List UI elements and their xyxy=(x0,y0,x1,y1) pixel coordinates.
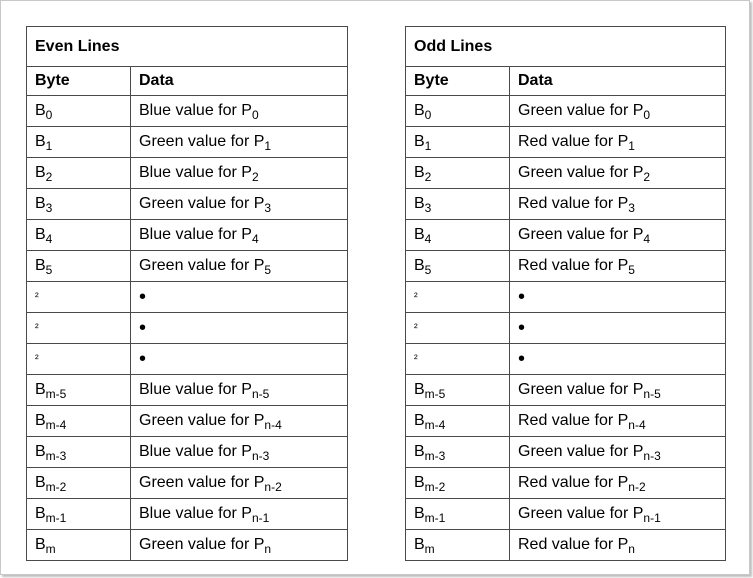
pixel-index: 5 xyxy=(264,263,272,277)
byte-symbol: B xyxy=(35,195,46,212)
table-row xyxy=(27,96,348,127)
data-cell xyxy=(510,189,726,220)
data-text: Red value for P xyxy=(518,195,629,212)
byte-cell xyxy=(406,437,510,468)
pixel-index: 0 xyxy=(251,108,259,122)
pixel-index: 0 xyxy=(643,108,651,122)
table-row xyxy=(406,468,726,499)
byte-cell xyxy=(27,251,131,282)
byte-index: m xyxy=(424,542,435,556)
byte-cell xyxy=(27,530,131,561)
data-ellipsis: • xyxy=(510,282,726,313)
table-row xyxy=(27,406,348,437)
byte-symbol: B xyxy=(35,474,46,491)
data-cell xyxy=(131,251,348,282)
byte-index: m-5 xyxy=(424,387,446,401)
byte-cell xyxy=(27,406,131,437)
byte-symbol: B xyxy=(35,381,46,398)
byte-symbol: B xyxy=(35,257,46,274)
data-cell xyxy=(131,406,348,437)
data-column-header: Data xyxy=(131,67,348,96)
byte-ellipsis: ² xyxy=(406,282,510,313)
table-row xyxy=(27,251,348,282)
table-row xyxy=(27,499,348,530)
table-row xyxy=(406,189,726,220)
data-text: Green value for P xyxy=(139,474,265,491)
data-cell xyxy=(131,468,348,499)
data-text: Green value for P xyxy=(518,226,644,243)
pixel-index: 1 xyxy=(628,139,635,153)
table-row xyxy=(406,282,726,313)
data-cell xyxy=(131,499,348,530)
odd-lines-table xyxy=(405,26,726,561)
pixel-index: 1 xyxy=(264,139,272,153)
byte-index: 0 xyxy=(45,108,53,122)
table-row xyxy=(27,344,348,375)
data-cell xyxy=(131,158,348,189)
byte-index: m-2 xyxy=(424,480,446,494)
byte-symbol: B xyxy=(414,443,425,460)
data-cell xyxy=(510,530,726,561)
data-text: Blue value for P xyxy=(139,443,252,460)
data-cell xyxy=(131,96,348,127)
data-text: Green value for P xyxy=(139,133,265,150)
pixel-index: 4 xyxy=(643,232,651,246)
table-row xyxy=(406,344,726,375)
table-row xyxy=(27,468,348,499)
data-ellipsis: • xyxy=(131,313,348,344)
byte-cell xyxy=(27,96,131,127)
data-text: Green value for P xyxy=(518,381,644,398)
byte-index: 2 xyxy=(424,170,432,184)
byte-column-header: Byte xyxy=(27,67,131,96)
byte-index: m-4 xyxy=(424,418,446,432)
data-ellipsis: • xyxy=(131,344,348,375)
pixel-index: 4 xyxy=(251,232,259,246)
byte-cell xyxy=(27,468,131,499)
byte-ellipsis: ² xyxy=(406,344,510,375)
data-text: Blue value for P xyxy=(139,102,252,119)
table-row xyxy=(27,313,348,344)
table-body xyxy=(27,96,348,561)
byte-cell xyxy=(406,96,510,127)
byte-index: 1 xyxy=(45,139,53,153)
byte-symbol: B xyxy=(35,133,46,150)
byte-symbol: B xyxy=(35,505,46,522)
data-cell xyxy=(510,437,726,468)
pixel-index: n xyxy=(628,542,635,556)
table-row xyxy=(27,437,348,468)
byte-index: 5 xyxy=(424,263,432,277)
table-row xyxy=(406,406,726,437)
byte-cell xyxy=(27,158,131,189)
table-row xyxy=(406,158,726,189)
byte-cell xyxy=(27,499,131,530)
byte-index: 5 xyxy=(45,263,53,277)
data-text: Red value for P xyxy=(518,536,629,553)
table-title: Odd Lines xyxy=(406,27,726,67)
pixel-index: n-2 xyxy=(628,480,646,494)
byte-symbol: B xyxy=(414,133,425,150)
byte-index: 3 xyxy=(424,201,432,215)
byte-symbol: B xyxy=(35,443,46,460)
byte-index: 1 xyxy=(424,139,432,153)
data-text: Green value for P xyxy=(139,536,265,553)
data-ellipsis: • xyxy=(510,313,726,344)
data-cell xyxy=(510,499,726,530)
data-cell xyxy=(131,189,348,220)
byte-cell xyxy=(406,530,510,561)
data-text: Green value for P xyxy=(518,164,644,181)
byte-cell xyxy=(27,220,131,251)
table-row xyxy=(27,375,348,406)
pixel-index: 3 xyxy=(264,201,272,215)
pixel-index: n-1 xyxy=(643,511,661,525)
pixel-index: n-2 xyxy=(264,480,282,494)
byte-index: m-4 xyxy=(45,418,67,432)
data-text: Red value for P xyxy=(518,133,629,150)
table-row xyxy=(27,158,348,189)
table-title: Even Lines xyxy=(27,27,348,67)
byte-index: m-1 xyxy=(424,511,446,525)
data-cell xyxy=(510,406,726,437)
byte-index: 2 xyxy=(45,170,53,184)
data-cell xyxy=(131,530,348,561)
table-row xyxy=(27,220,348,251)
byte-symbol: B xyxy=(35,412,46,429)
pixel-index: n xyxy=(264,542,272,556)
table-row xyxy=(406,437,726,468)
byte-symbol: B xyxy=(414,195,425,212)
data-cell xyxy=(510,468,726,499)
byte-symbol: B xyxy=(35,164,46,181)
byte-symbol: B xyxy=(414,412,425,429)
pixel-index: n-3 xyxy=(643,449,661,463)
data-cell xyxy=(510,251,726,282)
data-column-header: Data xyxy=(510,67,726,96)
pixel-index: n-5 xyxy=(251,387,270,401)
table-row xyxy=(406,375,726,406)
byte-index: m xyxy=(45,542,56,556)
byte-ellipsis: ² xyxy=(27,282,131,313)
byte-index: 4 xyxy=(424,232,432,246)
byte-ellipsis: ² xyxy=(27,344,131,375)
table-row xyxy=(406,127,726,158)
data-text: Blue value for P xyxy=(139,505,252,522)
table-row xyxy=(406,313,726,344)
data-text: Red value for P xyxy=(518,257,629,274)
byte-index: m-5 xyxy=(45,387,67,401)
byte-symbol: B xyxy=(35,102,46,119)
table-row xyxy=(27,530,348,561)
table-row xyxy=(27,189,348,220)
pixel-index: 2 xyxy=(643,170,651,184)
data-text: Blue value for P xyxy=(139,164,252,181)
byte-symbol: B xyxy=(414,381,425,398)
data-cell xyxy=(510,127,726,158)
byte-cell xyxy=(406,499,510,530)
data-cell xyxy=(510,375,726,406)
byte-ellipsis: ² xyxy=(406,313,510,344)
byte-symbol: B xyxy=(414,505,425,522)
byte-cell xyxy=(406,251,510,282)
data-text: Blue value for P xyxy=(139,226,252,243)
data-text: Green value for P xyxy=(139,195,265,212)
byte-cell xyxy=(27,127,131,158)
table-row xyxy=(406,220,726,251)
data-text: Red value for P xyxy=(518,412,629,429)
pixel-index: n-4 xyxy=(264,418,282,432)
byte-cell xyxy=(406,468,510,499)
data-cell xyxy=(510,96,726,127)
byte-symbol: B xyxy=(414,536,425,553)
data-cell xyxy=(131,220,348,251)
byte-cell xyxy=(27,189,131,220)
even-lines-table xyxy=(26,26,348,561)
byte-index: m-3 xyxy=(424,449,446,463)
byte-ellipsis: ² xyxy=(27,313,131,344)
byte-cell xyxy=(406,220,510,251)
table-row xyxy=(27,282,348,313)
table-row xyxy=(406,499,726,530)
data-text: Red value for P xyxy=(518,474,629,491)
byte-index: 3 xyxy=(45,201,53,215)
byte-cell xyxy=(406,406,510,437)
pixel-index: 5 xyxy=(628,263,635,277)
data-cell xyxy=(131,127,348,158)
byte-index: 0 xyxy=(424,108,432,122)
table-row xyxy=(406,96,726,127)
byte-symbol: B xyxy=(35,226,46,243)
byte-cell xyxy=(27,437,131,468)
data-cell xyxy=(510,158,726,189)
data-cell xyxy=(131,437,348,468)
data-cell xyxy=(510,220,726,251)
byte-symbol: B xyxy=(414,102,425,119)
pixel-index: n-3 xyxy=(251,449,270,463)
data-cell xyxy=(131,375,348,406)
data-ellipsis: • xyxy=(131,282,348,313)
data-text: Blue value for P xyxy=(139,381,252,398)
data-ellipsis: • xyxy=(510,344,726,375)
byte-index: m-1 xyxy=(45,511,67,525)
byte-cell xyxy=(406,127,510,158)
byte-column-header: Byte xyxy=(406,67,510,96)
pixel-index: n-5 xyxy=(643,387,661,401)
data-text: Green value for P xyxy=(518,443,644,460)
data-text: Green value for P xyxy=(518,102,644,119)
byte-index: 4 xyxy=(45,232,53,246)
pixel-index: 2 xyxy=(251,170,259,184)
table-body xyxy=(406,96,726,561)
byte-index: m-2 xyxy=(45,480,67,494)
byte-symbol: B xyxy=(35,536,46,553)
table-row xyxy=(406,530,726,561)
byte-symbol: B xyxy=(414,226,425,243)
pixel-index: n-1 xyxy=(251,511,270,525)
byte-index: m-3 xyxy=(45,449,67,463)
pixel-index: n-4 xyxy=(628,418,646,432)
data-text: Green value for P xyxy=(139,412,265,429)
data-text: Green value for P xyxy=(139,257,265,274)
table-row xyxy=(27,127,348,158)
byte-cell xyxy=(406,375,510,406)
byte-cell xyxy=(406,158,510,189)
pixel-index: 3 xyxy=(628,201,635,215)
byte-symbol: B xyxy=(414,474,425,491)
byte-cell xyxy=(406,189,510,220)
byte-cell xyxy=(27,375,131,406)
byte-symbol: B xyxy=(414,164,425,181)
data-text: Green value for P xyxy=(518,505,644,522)
table-row xyxy=(406,251,726,282)
byte-symbol: B xyxy=(414,257,425,274)
